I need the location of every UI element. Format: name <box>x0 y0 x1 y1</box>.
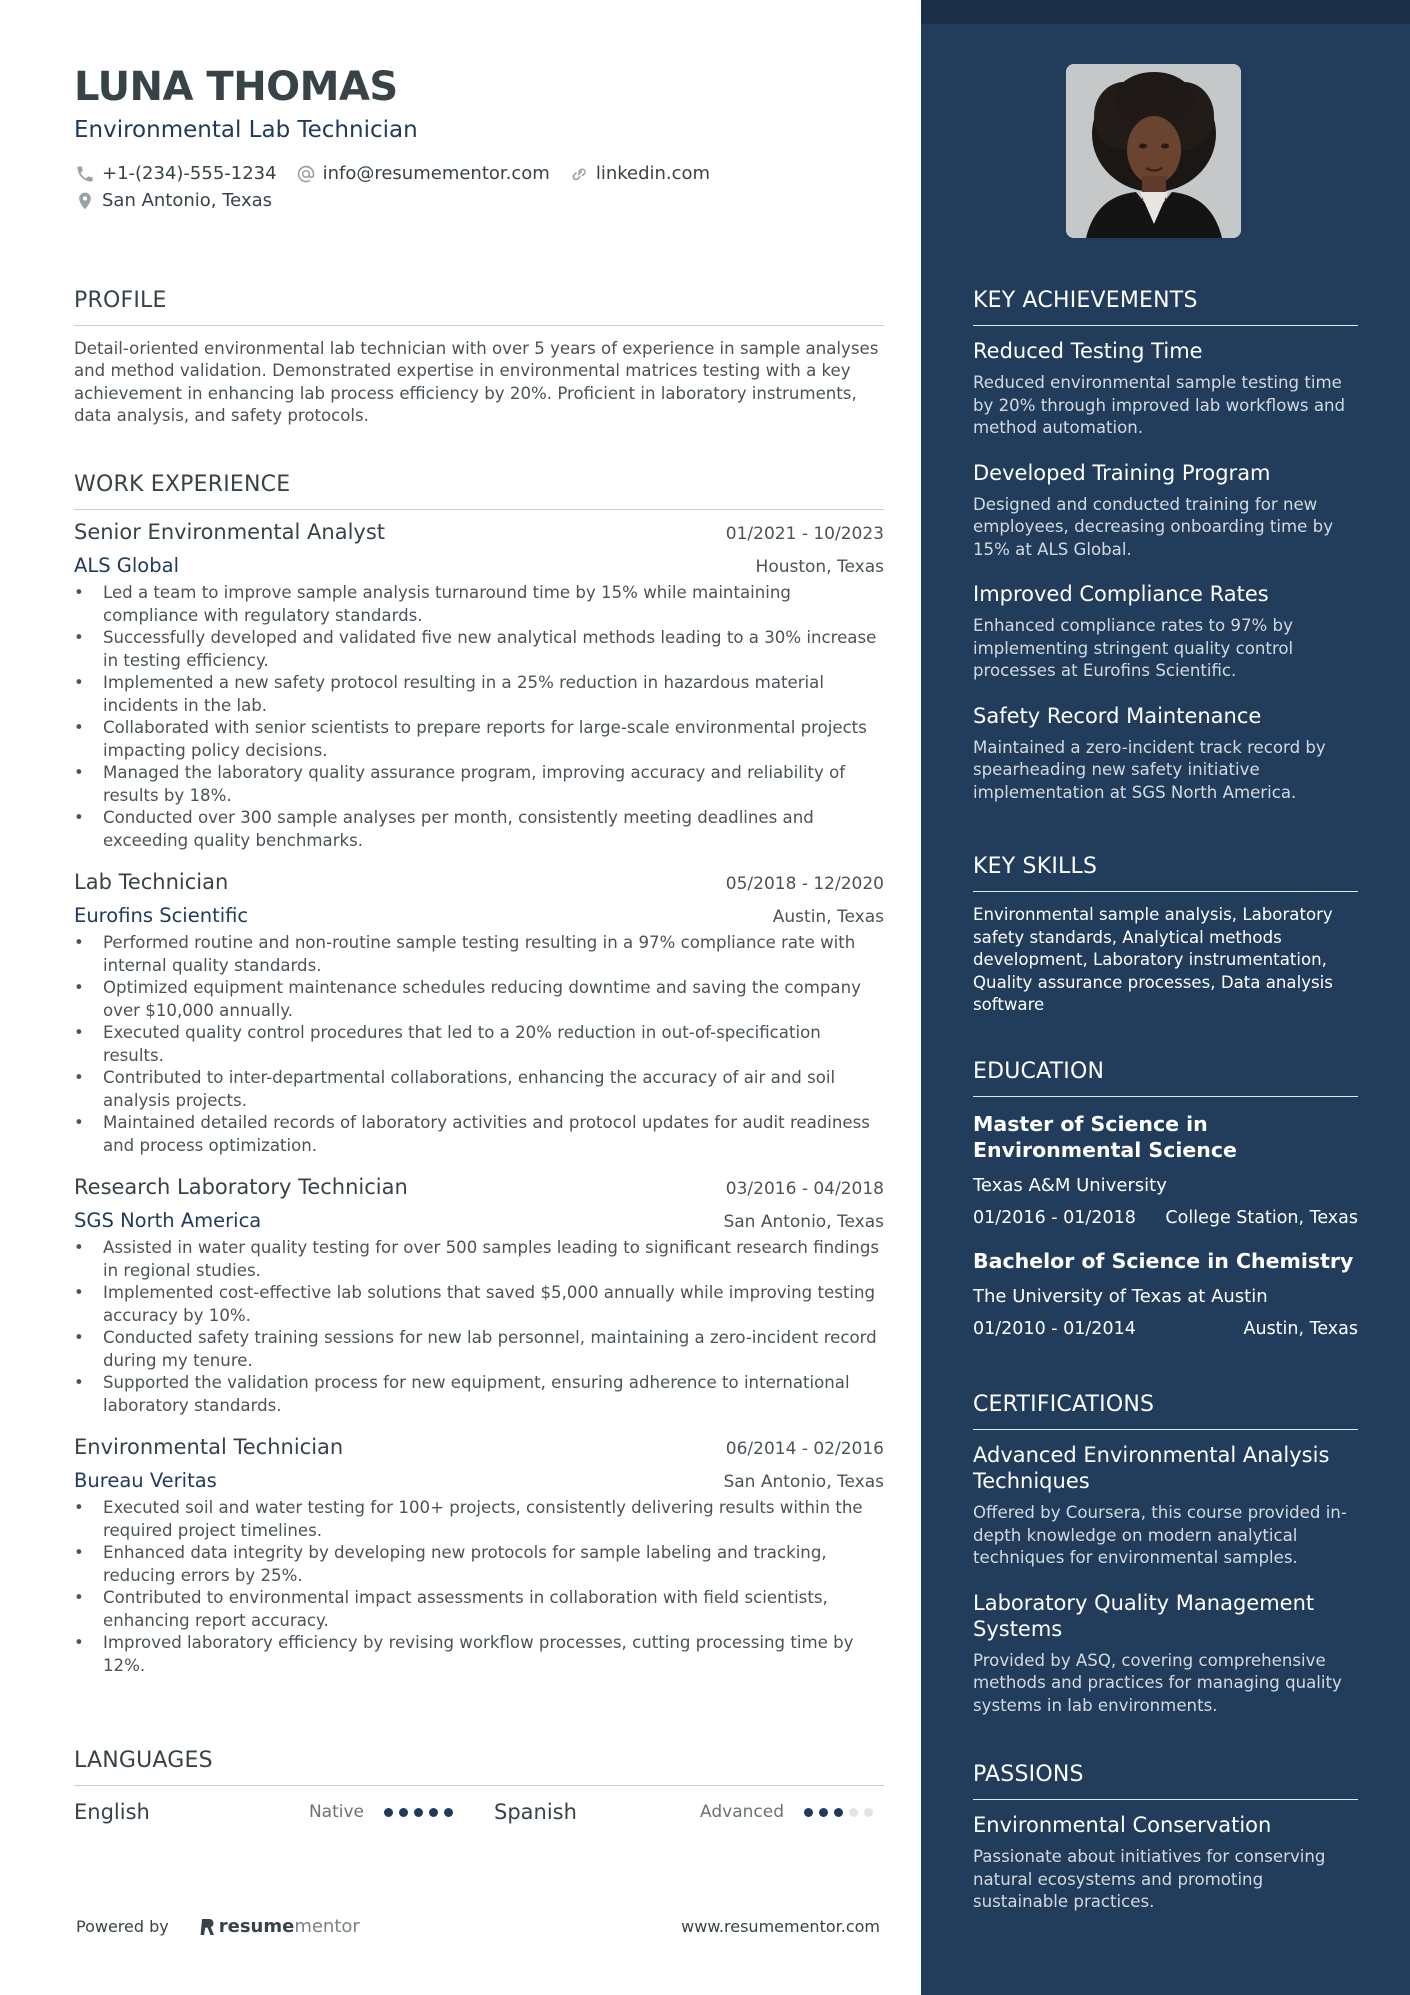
phone-text: +1-(234)-555-1234 <box>102 163 277 184</box>
achievement-list <box>973 338 1358 804</box>
job-subheader <box>74 554 884 577</box>
dot-empty <box>864 1808 873 1817</box>
job-bullet: • Contributed to inter-departmental collaborations, enhancing the accuracy of air and soil analysis projects. <box>74 1067 884 1112</box>
job-bullet: • Maintained detailed records of laboratory activities and protocol updates for audit readiness and process optimization. <box>74 1112 884 1157</box>
dot-empty <box>849 1808 858 1817</box>
job-bullet: • Executed quality control procedures that led to a 20% reduction in out-of-specification results. <box>74 1022 884 1067</box>
language-list <box>74 1800 884 1824</box>
job-company: ALS Global <box>74 554 179 577</box>
work-experience-heading: WORK EXPERIENCE <box>74 472 884 510</box>
achievement-title: Improved Compliance Rates <box>973 582 1269 606</box>
website-link[interactable]: www.resumementor.com <box>681 1917 880 1936</box>
education-item <box>973 1248 1358 1339</box>
languages-heading: LANGUAGES <box>74 1748 884 1786</box>
achievements-item <box>973 703 1358 805</box>
job-dates: 03/2016 - 04/2018 <box>725 1179 884 1199</box>
languages-section <box>74 1748 884 1824</box>
work-experience-section <box>74 472 884 1677</box>
proficiency-dots <box>804 1808 879 1817</box>
job-bullet-list <box>74 582 884 852</box>
language-level: Advanced <box>700 1802 784 1822</box>
achievements-item <box>973 581 1358 683</box>
brand-logo[interactable] <box>199 1916 360 1937</box>
certification-title: Advanced Environmental Analysis Techniques <box>973 1443 1330 1493</box>
job-bullet-list <box>74 1237 884 1417</box>
candidate-name: LUNA THOMAS <box>74 64 398 110</box>
education-school: Texas A&M University <box>973 1175 1167 1196</box>
job-bullet: • Optimized equipment maintenance schedules reducing downtime and saving the company over $10,000 annually. <box>74 977 884 1022</box>
job-bullet: • Conducted safety training sessions for new lab personnel, maintaining a zero-incident record during my tenure. <box>74 1327 884 1372</box>
job-bullet: • Assisted in water quality testing for over 500 samples leading to significant research findings in regional studies. <box>74 1237 884 1282</box>
job-bullet: • Implemented cost-effective lab solutions that saved $5,000 annually while improving testing accuracy by 10%. <box>74 1282 884 1327</box>
job-bullet-list <box>74 1497 884 1677</box>
linkedin-text: linkedin.com <box>595 163 711 184</box>
education-dates: 01/2010 - 01/2014 <box>973 1319 1136 1339</box>
passions-section <box>973 1762 1358 1914</box>
language-item <box>74 1800 494 1824</box>
profile-heading: PROFILE <box>74 288 884 326</box>
achievement-text: Maintained a zero-incident track record by spearheading new safety initiative implementation at SGS North America. <box>973 737 1326 802</box>
proficiency-dots <box>384 1808 459 1817</box>
link-icon <box>568 163 590 185</box>
contact-email[interactable] <box>295 163 550 185</box>
job-location: San Antonio, Texas <box>723 1212 884 1232</box>
job-entry <box>74 520 884 852</box>
brand-name-bold: resume <box>218 1916 295 1937</box>
profile-section <box>74 288 884 428</box>
language-name: English <box>74 1800 150 1824</box>
location-pin-icon <box>74 190 96 212</box>
certifications-item <box>973 1442 1358 1570</box>
job-bullet: • Successfully developed and validated five new analytical methods leading to a 30% increase in testing efficiency. <box>74 627 884 672</box>
job-subheader <box>74 1209 884 1232</box>
job-dates: 05/2018 - 12/2020 <box>725 874 884 894</box>
profile-photo <box>1066 64 1241 238</box>
passions-heading: PASSIONS <box>973 1762 1358 1800</box>
dot-filled <box>414 1808 423 1817</box>
education-section <box>973 1059 1358 1339</box>
profile-text: Detail-oriented environmental lab technician with over 5 years of experience in sample analyses and method validation. Demonstrated expertise in environmental matrices testing with a key achievement in enhancing lab process efficiency by 20%. Proficient in laboratory instruments, data analysis, and safety protocols. <box>74 339 879 426</box>
job-entry <box>74 870 884 1157</box>
education-degree: Bachelor of Science in Chemistry <box>973 1249 1354 1273</box>
dot-filled <box>834 1808 843 1817</box>
skills-text: Environmental sample analysis, Laboratory safety standards, Analytical methods development, Laboratory instrumentation, Quality assurance processes, Data analysis software <box>973 905 1333 1014</box>
certifications-heading: CERTIFICATIONS <box>973 1392 1358 1430</box>
education-dates: 01/2016 - 01/2018 <box>973 1208 1136 1228</box>
passion-title: Environmental Conservation <box>973 1813 1272 1837</box>
skills-heading: KEY SKILLS <box>973 854 1358 892</box>
job-bullet: • Led a team to improve sample analysis turnaround time by 15% while maintaining compliance with regulatory standards. <box>74 582 884 627</box>
achievement-title: Developed Training Program <box>973 460 1271 485</box>
achievements-heading: KEY ACHIEVEMENTS <box>973 288 1358 326</box>
powered-by <box>76 1916 360 1937</box>
dot-filled <box>399 1808 408 1817</box>
dot-filled <box>804 1808 813 1817</box>
certification-title: Laboratory Quality Management Systems <box>973 1590 1315 1641</box>
contact-location <box>74 190 272 212</box>
job-company: SGS North America <box>74 1209 262 1232</box>
achievements-section <box>973 288 1358 804</box>
dot-filled <box>429 1808 438 1817</box>
job-role: Lab Technician <box>74 870 229 894</box>
education-degree: Master of Science in Environmental Science <box>973 1112 1237 1162</box>
job-header <box>74 870 884 894</box>
job-role: Research Laboratory Technician <box>74 1175 408 1199</box>
job-bullet: • Supported the validation process for new equipment, ensuring adherence to international laboratory standards. <box>74 1372 884 1417</box>
achievement-title: Safety Record Maintenance <box>973 703 1262 728</box>
job-bullet: • Enhanced data integrity by developing new protocols for sample labeling and tracking, reducing errors by 25%. <box>74 1542 884 1587</box>
job-subheader <box>74 904 884 927</box>
job-bullet: • Implemented a new safety protocol resulting in a 25% reduction in hazardous material incidents in the lab. <box>74 672 884 717</box>
email-text: info@resumementor.com <box>322 163 550 184</box>
footer <box>76 1916 880 1937</box>
location-text: San Antonio, Texas <box>102 190 272 211</box>
job-entry <box>74 1175 884 1417</box>
skills-section <box>973 854 1358 1017</box>
phone-icon <box>74 163 96 185</box>
job-bullet: • Improved laboratory efficiency by revising workflow processes, cutting processing time by 12%. <box>74 1632 884 1677</box>
achievement-title: Reduced Testing Time <box>973 339 1203 363</box>
achievements-item <box>973 460 1358 562</box>
achievements-item <box>973 338 1358 440</box>
achievement-text: Reduced environmental sample testing time by 20% through improved lab workflows and method automation. <box>973 373 1346 437</box>
achievement-text: Designed and conducted training for new employees, decreasing onboarding time by 15% at ALS Global. <box>973 494 1334 559</box>
certifications-section <box>973 1392 1358 1717</box>
education-heading: EDUCATION <box>973 1059 1358 1097</box>
education-school: The University of Texas at Austin <box>973 1286 1268 1307</box>
job-bullet-list <box>74 932 884 1157</box>
job-bullet: • Collaborated with senior scientists to prepare reports for large-scale environmental projects impacting policy decisions. <box>74 717 884 762</box>
sidebar <box>921 0 1410 1995</box>
job-company: Eurofins Scientific <box>74 904 249 927</box>
sidebar-top-band <box>921 0 1410 24</box>
dot-filled <box>444 1808 453 1817</box>
achievement-text: Enhanced compliance rates to 97% by implementing stringent quality control processes at Eurofins Scientific. <box>973 616 1294 680</box>
job-subheader <box>74 1469 884 1492</box>
job-header <box>74 1435 884 1459</box>
job-bullet: • Managed the laboratory quality assurance program, improving accuracy and reliability of results by 18%. <box>74 762 884 807</box>
contact-info <box>74 160 874 214</box>
passion-list <box>973 1812 1358 1914</box>
certifications-item <box>973 1590 1358 1718</box>
job-role: Environmental Technician <box>74 1435 344 1459</box>
education-item <box>973 1111 1358 1228</box>
job-header <box>74 520 884 544</box>
education-meta <box>973 1319 1358 1339</box>
passions-item <box>973 1812 1358 1914</box>
job-location: Houston, Texas <box>755 557 884 577</box>
powered-by-label: Powered by <box>76 1917 169 1936</box>
job-list <box>74 520 884 1677</box>
job-dates: 06/2014 - 02/2016 <box>725 1439 884 1459</box>
job-location: Austin, Texas <box>772 907 884 927</box>
job-bullet: • Contributed to environmental impact assessments in collaboration with field scientists, enhancing report accuracy. <box>74 1587 884 1632</box>
portrait-image <box>1066 64 1241 238</box>
dot-filled <box>384 1808 393 1817</box>
contact-phone[interactable] <box>74 163 277 185</box>
job-header <box>74 1175 884 1199</box>
job-role: Senior Environmental Analyst <box>74 520 386 544</box>
education-meta <box>973 1208 1358 1228</box>
job-bullet: • Executed soil and water testing for 100+ projects, consistently delivering results within the required project timelines. <box>74 1497 884 1542</box>
passion-text: Passionate about initiatives for conserving natural ecosystems and promoting sustainable practices. <box>973 1847 1326 1911</box>
brand-name-light: mentor <box>294 1916 360 1937</box>
brand-mark-icon <box>199 1918 215 1936</box>
language-item <box>494 1800 884 1824</box>
job-bullet: • Conducted over 300 sample analyses per month, consistently meeting deadlines and exceeding quality benchmarks. <box>74 807 884 852</box>
language-name: Spanish <box>494 1800 577 1824</box>
certification-list <box>973 1442 1358 1717</box>
certification-text: Provided by ASQ, covering comprehensive methods and practices for managing quality systems in lab environments. <box>973 1650 1342 1715</box>
job-company: Bureau Veritas <box>74 1469 217 1492</box>
candidate-title: Environmental Lab Technician <box>74 117 418 143</box>
education-list <box>973 1111 1358 1339</box>
dot-filled <box>819 1808 828 1817</box>
job-location: San Antonio, Texas <box>723 1472 884 1492</box>
language-level: Native <box>308 1802 364 1822</box>
education-location: Austin, Texas <box>1243 1319 1358 1339</box>
job-bullet: • Performed routine and non-routine sample testing resulting in a 97% compliance rate with internal quality standards. <box>74 932 884 977</box>
at-icon <box>295 163 317 185</box>
contact-linkedin[interactable] <box>568 163 710 185</box>
job-entry <box>74 1435 884 1677</box>
education-location: College Station, Texas <box>1165 1208 1358 1228</box>
job-dates: 01/2021 - 10/2023 <box>725 524 884 544</box>
certification-text: Offered by Coursera, this course provided in-depth knowledge on modern analytical techniques for environmental samples. <box>973 1503 1347 1567</box>
